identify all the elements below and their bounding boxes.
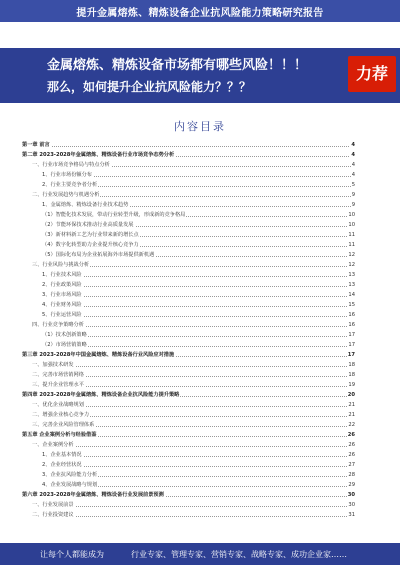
toc-entry-page: 17	[348, 332, 355, 338]
toc-entry-title: 一、行业发展前景	[32, 502, 74, 508]
toc-entry-page: 4	[351, 142, 355, 148]
toc-entry-title: 3、企业抗风险能力分析	[42, 472, 98, 478]
toc-entry[interactable]	[42, 330, 355, 340]
toc-entry-title: 一、行业市场竞争格局与特点分析	[32, 162, 110, 168]
toc-entry-page: 28	[348, 472, 355, 478]
toc-entry-title: 四、行业竞争策略分析	[32, 322, 84, 328]
toc-leader-dots	[42, 336, 355, 337]
toc-entry[interactable]	[42, 230, 355, 240]
toc-entry[interactable]	[22, 140, 355, 150]
toc-entry[interactable]	[32, 500, 355, 510]
toc-entry-page: 21	[348, 402, 355, 408]
toc-leader-dots	[42, 466, 355, 467]
toc-entry-title: （4）数字化转型助力企业提升核心竞争力	[42, 242, 139, 248]
toc-entry-title: 三、行业风险与挑战分析	[32, 262, 90, 268]
toc-leader-dots	[32, 506, 355, 507]
toc-entry-page: 4	[351, 152, 355, 158]
toc-entry-title: 第二章 2023-2028年金属熔炼、精炼设备行业市场竞争态势分析	[22, 152, 175, 158]
toc-entry-title: （2）节能环保技术推动行业高质量发展	[42, 222, 134, 228]
toc-entry[interactable]	[32, 160, 355, 170]
toc-entry[interactable]	[42, 460, 355, 470]
toc-entry-page: 20	[347, 392, 355, 398]
toc-entry-title: 4、企业发展战略与规划	[42, 482, 98, 488]
toc-entry-title: 第五章 企业案例分析与经验借鉴	[22, 432, 97, 438]
toc-entry-title: （1）智能化技术发展，带动行业转型升级，形成新的竞争格局	[42, 212, 186, 218]
toc-entry-title: （3）新材料新工艺为行业带来新的增长点	[42, 232, 139, 238]
toc-entry-page: 26	[348, 442, 355, 448]
toc-entry-title: 第一章 前言	[22, 142, 50, 148]
toc-entry-page: 9	[351, 192, 355, 198]
toc-entry-page: 17	[347, 352, 355, 358]
toc-entry[interactable]	[32, 400, 355, 410]
toc-entry-title: 二、行业发展趋势与机遇分析	[32, 192, 100, 198]
toc-leader-dots	[42, 316, 355, 317]
recommend-badge: 力荐	[348, 56, 396, 92]
toc-entry-title: 一、优化企业战略规划	[32, 402, 84, 408]
toc-entry-page: 18	[348, 372, 355, 378]
toc-entry-title: 1、行业技术风险	[42, 272, 82, 278]
toc-entry-page: 5	[351, 182, 355, 188]
toc-entry-title: 第三章 2023-2028年中国金属熔炼、精炼设备行业风险应对措施	[22, 352, 175, 358]
toc-entry-page: 30	[348, 502, 355, 508]
toc-entry-title: 3、行业市场风险	[42, 292, 82, 298]
report-title: 提升金属熔炼、精炼设备企业抗风险能力策略研究报告	[76, 8, 324, 19]
toc-entry[interactable]	[22, 430, 355, 440]
toc-entry[interactable]	[42, 450, 355, 460]
toc-entry-title: 1、行业市场份额分布	[42, 172, 92, 178]
toc-entry-title: 1、金属熔炼、精炼设备行业技术趋势	[42, 202, 129, 208]
toc-title: 内容目录	[174, 120, 226, 133]
toc-entry-title: 二、行业投资建议	[32, 512, 74, 518]
toc-entry[interactable]	[42, 200, 355, 210]
toc-entry-page: 12	[348, 252, 355, 258]
toc-entry[interactable]	[42, 250, 355, 260]
toc-entry[interactable]	[42, 170, 355, 180]
toc-entry-title: 2、企业经营状况	[42, 462, 82, 468]
toc-leader-dots	[32, 516, 355, 517]
headline-question: 金属熔炼、精炼设备市场都有哪些风险！！！	[47, 58, 308, 73]
toc-entry-title: 三、提升企业管理水平	[32, 382, 84, 388]
toc-entry-page: 11	[348, 242, 355, 248]
toc-leader-dots	[42, 456, 355, 457]
toc-entry-title: （5）国际化布局为企业拓展海外市场提供新机遇	[42, 252, 155, 258]
toc-entry-page: 30	[347, 492, 355, 498]
toc-entry-title: 1、企业基本情况	[42, 452, 82, 458]
toc-entry-page: 26	[348, 452, 355, 458]
toc-entry[interactable]	[42, 470, 355, 480]
toc-entry-page: 15	[348, 302, 355, 308]
toc-entry-page: 31	[348, 512, 355, 518]
toc-entry[interactable]	[32, 320, 355, 330]
toc-entry-page: 13	[348, 282, 355, 288]
toc-leader-dots	[42, 286, 355, 287]
toc-entry-page: 21	[348, 412, 355, 418]
toc-entry-title: 二、增强企业核心竞争力	[32, 412, 90, 418]
toc-entry[interactable]	[32, 420, 355, 430]
toc-entry-title: 2、行业主要竞争者分析	[42, 182, 98, 188]
toc-entry[interactable]	[32, 380, 355, 390]
toc-leader-dots	[32, 366, 355, 367]
toc-entry[interactable]	[32, 440, 355, 450]
toc-entry[interactable]	[42, 240, 355, 250]
toc-entry-title: 二、完善市场营销网络	[32, 372, 84, 378]
toc-leader-dots	[42, 346, 355, 347]
toc-entry[interactable]	[22, 150, 355, 160]
footer-bar	[0, 543, 400, 565]
toc-entry-title: 2、行业政策风险	[42, 282, 82, 288]
toc-entry-title: 第六章 2023-2028年金属熔炼、精炼设备行业发展前景预测	[22, 492, 164, 498]
toc-entry[interactable]	[42, 220, 355, 230]
toc-entry-title: 一、加强技术研发	[32, 362, 74, 368]
toc-entry[interactable]	[32, 190, 355, 200]
toc-entry-page: 4	[351, 172, 355, 178]
toc-entry-page: 22	[348, 422, 355, 428]
toc-entry[interactable]	[22, 350, 355, 360]
toc-leader-dots	[22, 146, 355, 147]
toc-entry[interactable]	[32, 370, 355, 380]
toc-entry-page: 10	[348, 222, 355, 228]
toc-entry-title: 三、完善企业风险管理体系	[32, 422, 95, 428]
toc-entry-page: 19	[348, 382, 355, 388]
toc-entry-title: 一、企业案例分析	[32, 442, 74, 448]
toc-entry[interactable]	[42, 480, 355, 490]
toc-entry-page: 27	[348, 462, 355, 468]
toc-entry-title: 5、行业运营风险	[42, 312, 82, 318]
toc-entry-page: 10	[348, 212, 355, 218]
toc-leader-dots	[42, 296, 355, 297]
toc-entry[interactable]	[42, 280, 355, 290]
footer-roles: 行业专家、管理专家、营销专家、战略专家、成功企业家……	[131, 550, 347, 559]
toc-entry-page: 12	[348, 262, 355, 268]
toc-entry-page: 4	[351, 162, 355, 168]
header-bar	[0, 0, 400, 22]
toc-entry[interactable]	[42, 210, 355, 220]
toc-entry-page: 26	[347, 432, 355, 438]
toc-entry-page: 14	[348, 292, 355, 298]
toc-entry[interactable]	[32, 410, 355, 420]
toc-entry-title: 4、行业财务风险	[42, 302, 82, 308]
toc-entry[interactable]	[42, 310, 355, 320]
toc-entry-page: 17	[348, 342, 355, 348]
toc-entry[interactable]	[42, 270, 355, 280]
toc-entry-page: 29	[348, 482, 355, 488]
toc-leader-dots	[32, 446, 355, 447]
toc-entry[interactable]	[22, 490, 355, 500]
toc-entry[interactable]	[42, 300, 355, 310]
toc-entry[interactable]	[22, 390, 355, 400]
toc-entry-page: 16	[348, 322, 355, 328]
toc-entry-page: 16	[348, 312, 355, 318]
toc-entry[interactable]	[32, 360, 355, 370]
headline-subquestion: 那么，如何提升企业抗风险能力？？？	[47, 80, 252, 94]
footer-slogan: 让每个人都能成为	[40, 550, 104, 559]
toc-entry-page: 18	[348, 362, 355, 368]
toc-entry[interactable]	[42, 180, 355, 190]
toc-entry[interactable]	[42, 340, 355, 350]
toc-entry-page: 9	[351, 202, 355, 208]
toc-entry-title: 第四章 2023-2028年金属熔炼、精炼设备企业抗风险能力提升策略	[22, 392, 180, 398]
toc-leader-dots	[42, 276, 355, 277]
toc-entry[interactable]	[32, 260, 355, 270]
toc-entry-title: （2）市场营销策略	[42, 342, 87, 348]
toc-entry[interactable]	[42, 290, 355, 300]
toc-leader-dots	[42, 306, 355, 307]
toc-entry[interactable]	[32, 510, 355, 520]
toc-entry-page: 11	[348, 232, 355, 238]
toc-entry-page: 13	[348, 272, 355, 278]
toc-entry-title: （1）技术创新策略	[42, 332, 87, 338]
headline-banner	[0, 48, 400, 103]
